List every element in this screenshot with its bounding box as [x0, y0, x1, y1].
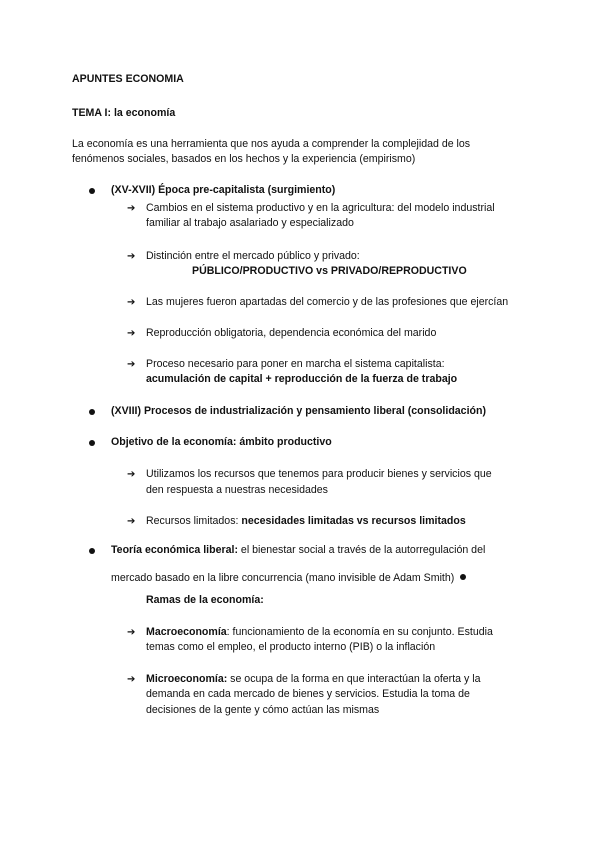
macro-line-1 [146, 625, 493, 640]
section-2-heading: (XVIII) Procesos de industrialización y pensamiento liberal (consolidación) [111, 405, 486, 417]
s4-heading-bold: Teoría económica liberal: [111, 544, 238, 556]
s3-item-2 [146, 514, 466, 529]
s3-item-1-line-1: Utilizamos los recursos que tenemos para producir bienes y servicios que [146, 468, 492, 480]
intro-line-1: La economía es una herramienta que nos ayuda a comprender la complejidad de los [72, 138, 471, 150]
arrow-icon: ➔ [127, 203, 136, 214]
bullet-icon [89, 409, 95, 415]
ramas-subheading: Ramas de la economía: [146, 594, 264, 606]
s4-line-2 [111, 571, 466, 586]
s3-item-2-bold: necesidades limitadas vs recursos limitados [241, 515, 466, 527]
arrow-icon: ➔ [127, 516, 136, 527]
macro-line-2: temas como el empleo, el producto interno (PIB) o la inflación [146, 641, 436, 653]
s3-item-2-prefix: Recursos limitados: [146, 515, 242, 527]
arrow-icon: ➔ [127, 359, 136, 370]
arrow-icon: ➔ [127, 674, 136, 685]
bullet-icon [89, 548, 95, 554]
intro-line-2: fenómenos sociales, basados en los hechos y la experiencia (empirismo) [72, 153, 416, 165]
bullet-icon [89, 440, 95, 446]
macro-desc: : funcionamiento de la economía en su conjunto. Estudia [226, 626, 493, 638]
micro-desc: se ocupa de la forma en que interactúan la oferta y la [227, 673, 481, 685]
tema-heading: TEMA I: la economía [72, 107, 176, 119]
micro-line-2: demanda en cada mercado de bienes y servicios. Estudia la toma de [146, 688, 470, 700]
s1-item-1-line-1: Cambios en el sistema productivo y en la agricultura: del modelo industrial [146, 202, 495, 214]
bullet-icon [460, 574, 466, 580]
section-4-heading [111, 543, 485, 558]
macro-term: Macroeconomía [146, 626, 227, 638]
micro-line-1 [146, 672, 480, 687]
arrow-icon: ➔ [127, 627, 136, 638]
arrow-icon: ➔ [127, 251, 136, 262]
section-1-heading: (XV-XVII) Época pre-capitalista (surgimiento) [111, 184, 336, 196]
micro-term: Microeconomía: [146, 673, 228, 685]
arrow-icon: ➔ [127, 297, 136, 308]
section-3-heading: Objetivo de la economía: ámbito productivo [111, 436, 332, 448]
s1-item-5-line-1: Proceso necesario para poner en marcha el sistema capitalista: [146, 358, 445, 370]
s4-heading-rest: el bienestar social a través de la autorregulación del [237, 544, 486, 556]
s1-item-2-line-1: Distinción entre el mercado público y privado: [146, 250, 360, 262]
arrow-icon: ➔ [127, 469, 136, 480]
s4-line-2-text: mercado basado en la libre concurrencia (mano invisible de Adam Smith) [111, 572, 455, 584]
s1-item-1-line-2: familiar al trabajo asalariado y especializado [146, 217, 354, 229]
micro-line-3: decisiones de la gente y cómo actúan las mismas [146, 704, 380, 716]
s1-item-4: Reproducción obligatoria, dependencia económica del marido [146, 327, 437, 339]
s3-item-1-line-2: den respuesta a nuestras necesidades [146, 484, 328, 496]
bullet-icon [89, 188, 95, 194]
document-title: APUNTES ECONOMIA [72, 73, 184, 85]
s1-item-5-line-2: acumulación de capital + reproducción de la fuerza de trabajo [146, 373, 458, 385]
s1-item-3: Las mujeres fueron apartadas del comercio y de las profesiones que ejercían [146, 296, 509, 308]
arrow-icon: ➔ [127, 328, 136, 339]
s1-item-2-line-2: PÚBLICO/PRODUCTIVO vs PRIVADO/REPRODUCTIVO [192, 265, 467, 277]
